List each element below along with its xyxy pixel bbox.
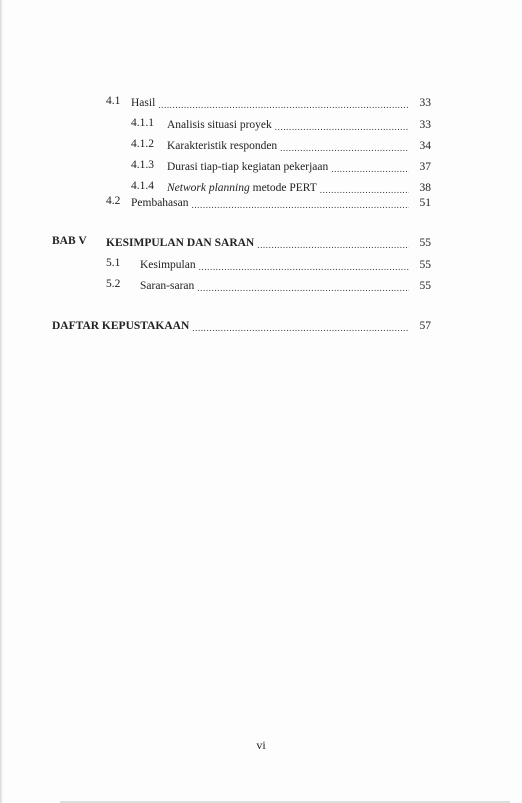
toc-number-4-2: 4.2 xyxy=(106,195,121,207)
toc-leader-dots xyxy=(257,235,409,251)
toc-title: Hasil xyxy=(131,95,158,111)
toc-page-number: 55 xyxy=(419,259,431,271)
toc-title: DAFTAR KEPUSTAKAAN xyxy=(52,318,192,334)
toc-title: Kesimpulan xyxy=(140,257,199,273)
toc-title: KESIMPULAN DAN SARAN xyxy=(106,235,257,251)
toc-leader-dots xyxy=(158,95,409,111)
toc-leader-dots xyxy=(199,257,409,273)
toc-page-number: 34 xyxy=(419,140,431,152)
toc-leader-dots xyxy=(280,138,409,154)
toc-title: Saran-saran xyxy=(140,278,197,294)
toc-page-number: 57 xyxy=(419,320,431,332)
toc-number-4-1-4: 4.1.4 xyxy=(131,180,154,192)
toc-number-5-1: 5.1 xyxy=(106,257,121,269)
toc-entry-network-planning[interactable] xyxy=(167,180,431,196)
toc-title: Karakteristik responden xyxy=(167,138,280,154)
toc-page-number: 51 xyxy=(419,197,431,209)
toc-leader-dots xyxy=(320,180,409,196)
toc-title-rest: metode PERT xyxy=(249,182,317,194)
toc-leader-dots xyxy=(197,278,409,294)
toc-entry-kesimpulan-dan-saran[interactable] xyxy=(106,235,431,251)
toc-page-number: 37 xyxy=(419,161,431,173)
toc-title: Analisis situasi proyek xyxy=(167,117,275,133)
toc-number-4-1-3: 4.1.3 xyxy=(131,159,154,171)
toc-entry-kesimpulan[interactable] xyxy=(140,257,431,273)
toc-leader-dots xyxy=(192,318,409,334)
toc-page-number: 33 xyxy=(419,97,431,109)
toc-number-4-1-1: 4.1.1 xyxy=(131,117,154,129)
page-number-footer: vi xyxy=(256,738,266,752)
toc-title: Durasi tiap-tiap kegiatan pekerjaan xyxy=(167,159,331,175)
toc-page-number: 38 xyxy=(419,182,431,194)
toc-chapter-label: BAB V xyxy=(52,235,87,247)
toc-entry-analisis-situasi-proyek[interactable] xyxy=(167,117,431,133)
toc-title: Pembahasan xyxy=(131,195,191,211)
toc-entry-saran-saran[interactable] xyxy=(140,278,431,294)
toc-entry-daftar-kepustakaan[interactable] xyxy=(52,318,431,334)
toc-number-4-1-2: 4.1.2 xyxy=(131,138,154,150)
toc-page-number: 55 xyxy=(419,237,431,249)
toc-number-5-2: 5.2 xyxy=(106,278,121,290)
toc-leader-dots xyxy=(191,195,409,211)
toc-title xyxy=(167,180,320,196)
toc-title-italic: Network planning xyxy=(167,182,250,194)
toc-entry-durasi-kegiatan[interactable] xyxy=(167,159,431,175)
toc-number-4-1: 4.1 xyxy=(106,95,121,107)
page-edge-shadow xyxy=(0,0,3,803)
toc-page-number: 55 xyxy=(419,280,431,292)
toc-entry-pembahasan[interactable] xyxy=(131,195,431,211)
toc-entry-hasil[interactable] xyxy=(131,95,431,111)
toc-page-number: 33 xyxy=(419,119,431,131)
toc-leader-dots xyxy=(275,117,409,133)
toc-entry-karakteristik-responden[interactable] xyxy=(167,138,431,154)
toc-leader-dots xyxy=(331,159,409,175)
